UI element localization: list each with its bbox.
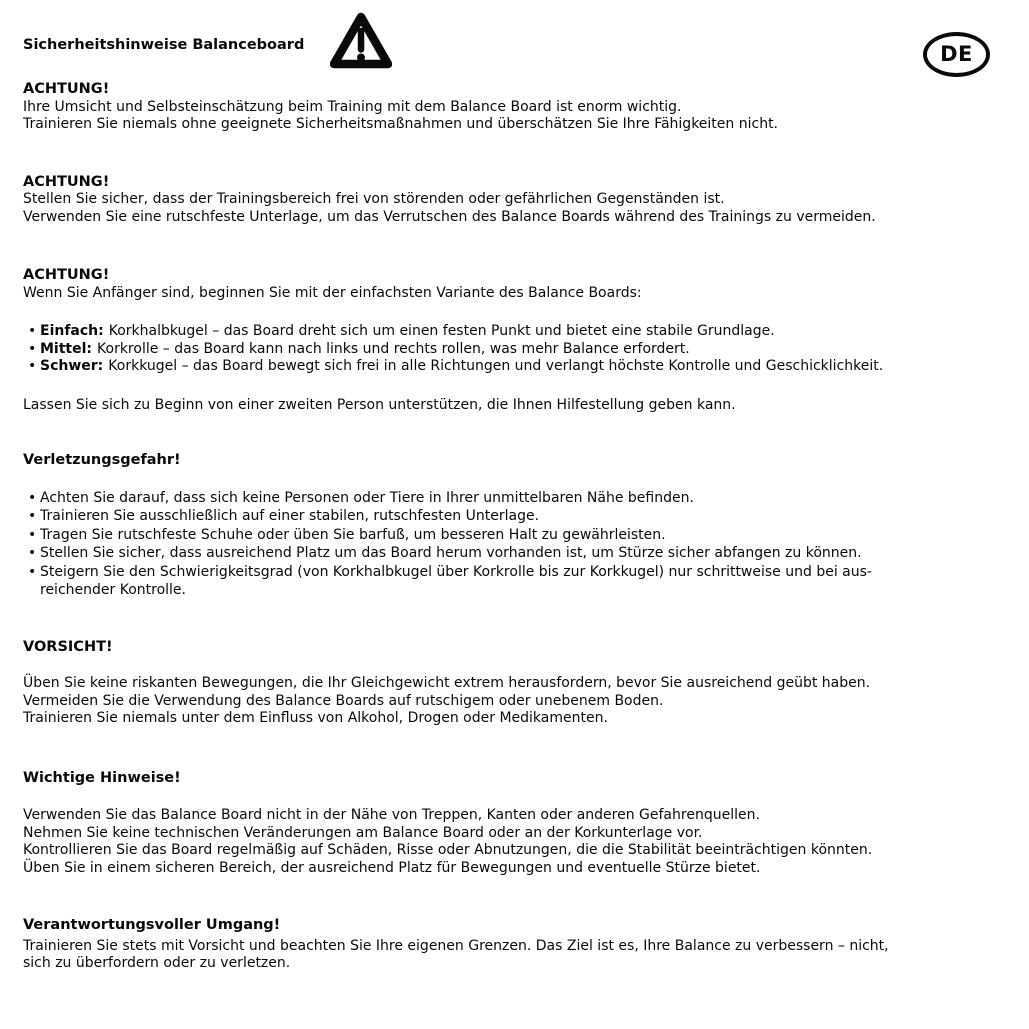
list-item — [23, 358, 1006, 376]
section-heading: Wichtige Hinweise! — [23, 769, 181, 786]
bullet-icon: • — [28, 526, 37, 543]
difficulty-label: Schwer: — [40, 358, 104, 374]
bullet-text-line2: reichender Kontrolle. — [40, 582, 186, 598]
bullet-icon: • — [28, 545, 37, 561]
section-beginner-variants — [23, 267, 1006, 414]
injury-list — [23, 489, 1006, 600]
bullet-icon: • — [28, 508, 37, 524]
section-heading: ACHTUNG! — [23, 173, 110, 190]
section-important-notes — [23, 770, 1006, 878]
difficulty-text: Korkrolle – das Board kann nach links und rechts rollen, was mehr Balance erfordert. — [97, 340, 690, 357]
body-line: Nehmen Sie keine technischen Veränderungen am Balance Board oder an der Korkunterlage vor. — [23, 824, 703, 841]
bullet-text: Stellen Sie sicher, dass ausreichend Platz um das Board herum vorhanden ist, um Stürze sicher abfangen zu können. — [40, 545, 862, 561]
bullet-text: Trainieren Sie ausschließlich auf einer stabilen, rutschfesten Unterlage. — [40, 508, 540, 524]
body-line: Wenn Sie Anfänger sind, beginnen Sie mit der einfachsten Variante des Balance Boards: — [23, 284, 642, 301]
difficulty-label: Einfach: — [40, 323, 104, 339]
section-injury-risk — [23, 452, 1006, 600]
list-item — [23, 341, 1006, 359]
section-caution — [23, 639, 1006, 728]
body-line: sich zu überfordern oder zu verletzen. — [23, 955, 291, 971]
body-line: Lassen Sie sich zu Beginn von einer zweiten Person unterstützen, die Ihnen Hilfestellung geben kann. — [23, 396, 736, 413]
section-heading: Verantwortungsvoller Umgang! — [23, 917, 281, 933]
section-heading: VORSICHT! — [23, 638, 113, 655]
document-header — [23, 0, 1006, 81]
body-line: Trainieren Sie niemals unter dem Einfluss von Alkohol, Drogen oder Medikamenten. — [23, 710, 608, 726]
section-body — [23, 807, 1006, 877]
page-title: Sicherheitshinweise Balanceboard — [23, 37, 305, 53]
bullet-text-line1: Steigern Sie den Schwierigkeitsgrad (von Korkhalbkugel über Korkrolle bis zur Korkkugel) nur schrittweise und bei aus- — [40, 563, 872, 580]
difficulty-text: Korkkugel – das Board bewegt sich frei in alle Richtungen und verlangt höchste Kontrolle und Geschicklichkeit. — [108, 358, 884, 374]
body-line: Ihre Umsicht und Selbsteinschätzung beim Training mit dem Balance Board ist enorm wichtig. — [23, 98, 682, 115]
body-line: Verwenden Sie das Balance Board nicht in der Nähe von Treppen, Kanten oder anderen Gefahrenquellen. — [23, 807, 760, 823]
warning-triangle-icon — [330, 11, 392, 77]
list-item — [23, 544, 1006, 563]
bullet-icon: • — [28, 323, 37, 339]
body-line: Stellen Sie sicher, dass der Trainingsbereich frei von störenden oder gefährlichen Gegenständen ist. — [23, 191, 725, 207]
section-body — [23, 938, 1006, 973]
bullet-icon: • — [28, 340, 37, 357]
list-item — [23, 323, 1006, 341]
section-body — [23, 675, 1006, 728]
list-item — [23, 526, 1006, 545]
section-heading: ACHTUNG! — [23, 267, 110, 283]
language-badge-label: DE — [940, 41, 973, 66]
difficulty-label: Mittel: — [40, 340, 93, 357]
bullet-text: Achten Sie darauf, dass sich keine Personen oder Tiere in Ihrer unmittelbaren Nähe befinden. — [40, 489, 694, 506]
difficulty-list — [23, 323, 1006, 376]
section-heading: Verletzungsgefahr! — [23, 452, 181, 468]
body-line: Trainieren Sie stets mit Vorsicht und beachten Sie Ihre eigenen Grenzen. Das Ziel ist es, Ihre Balance zu verbessern – nicht, — [23, 937, 889, 954]
body-line: Vermeiden Sie die Verwendung des Balance Boards auf rutschigem oder unebenem Boden. — [23, 692, 664, 709]
list-item — [23, 507, 1006, 526]
bullet-text: Tragen Sie rutschfeste Schuhe oder üben Sie barfuß, um besseren Halt zu gewährleisten. — [40, 526, 666, 543]
bullet-icon: • — [28, 489, 37, 506]
body-line: Üben Sie in einem sicheren Bereich, der ausreichend Platz für Bewegungen und eventuelle Stürze bietet. — [23, 859, 761, 876]
body-line: Kontrollieren Sie das Board regelmäßig auf Schäden, Risse oder Abnutzungen, die die Stabilität beeinträchtigen könnten. — [23, 842, 873, 858]
bullet-icon: • — [28, 358, 37, 374]
body-line: Trainieren Sie niemals ohne geeignete Sicherheitsmaßnahmen und überschätzen Sie Ihre Fähigkeiten nicht. — [23, 116, 779, 132]
bullet-icon: • — [28, 563, 37, 580]
difficulty-text: Korkhalbkugel – das Board dreht sich um einen festen Punkt und bietet eine stabile Grundlage. — [108, 323, 775, 339]
section-responsible-use — [23, 917, 1006, 973]
list-item — [23, 489, 1006, 508]
body-line: Verwenden Sie eine rutschfeste Unterlage, um das Verrutschen des Balance Boards während des Trainings zu vermeiden. — [23, 208, 876, 225]
section-attention-1 — [23, 81, 1006, 134]
section-heading: ACHTUNG! — [23, 81, 110, 97]
body-line: Üben Sie keine riskanten Bewegungen, die Ihr Gleichgewicht extrem herausfordern, bevor Sie ausreichend geübt haben. — [23, 675, 871, 691]
section-attention-2 — [23, 174, 1006, 227]
language-badge — [923, 32, 990, 77]
list-item — [23, 563, 1006, 600]
